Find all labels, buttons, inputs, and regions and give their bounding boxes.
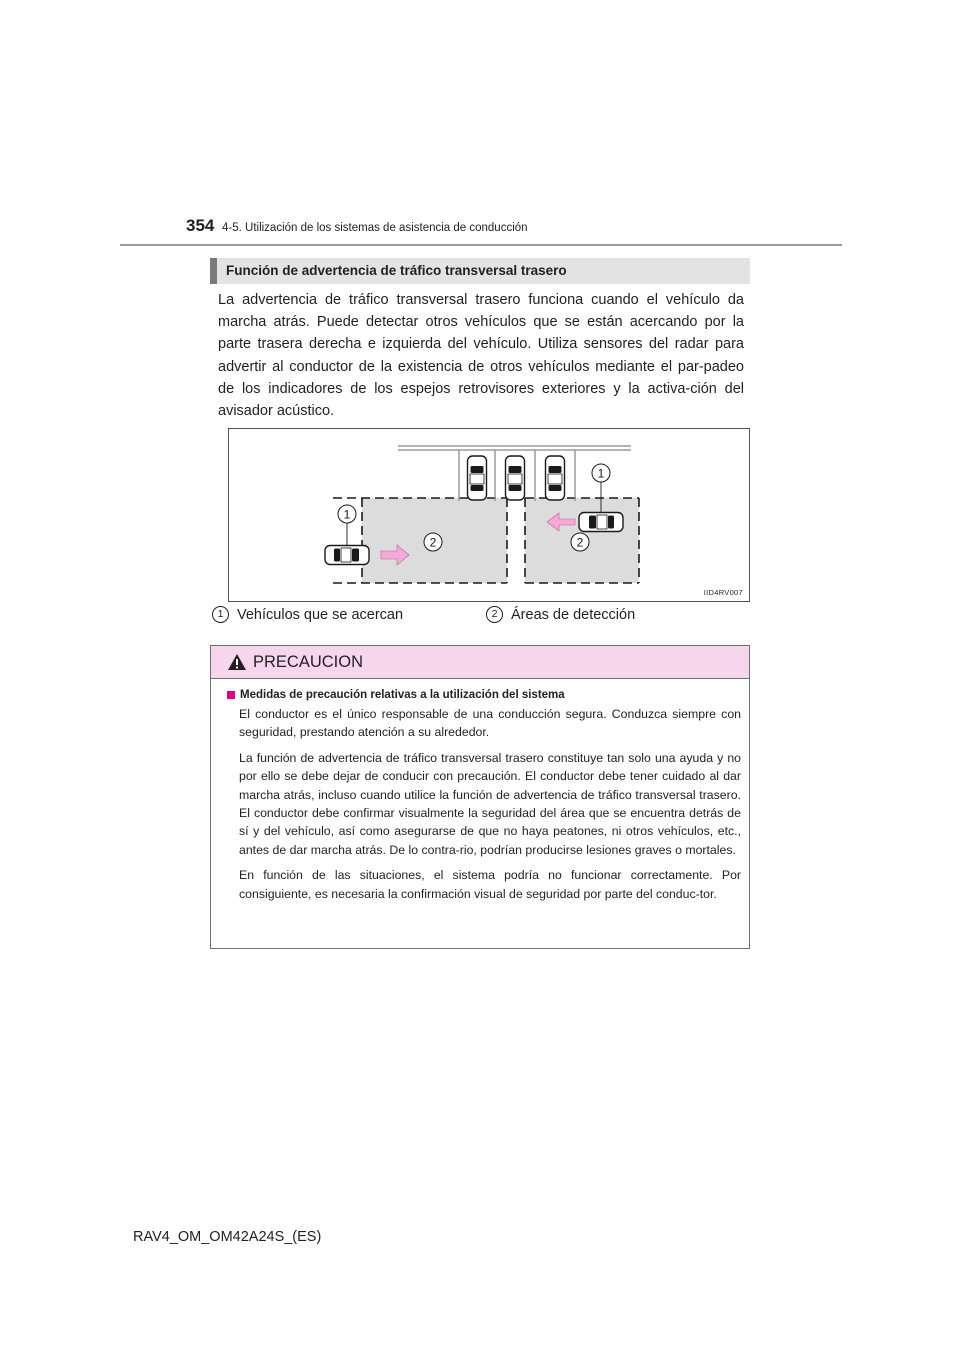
callout-1-right xyxy=(592,464,610,482)
intro-paragraph: La advertencia de tráfico transversal trasero funciona cuando el vehículo da marcha atrás. Puede detectar otros vehículos que se están acercando por la parte trasera derecha e izquierda del vehículo. Utiliza sensores del radar para advertir al conductor de la existencia de otros vehículos mediante el par-padeo de los indicadores de los espejos retrovisores exteriores y la activa-ción del avisador acústico. xyxy=(218,292,744,420)
caution-header xyxy=(211,646,749,679)
parking-diagram-svg xyxy=(229,429,749,601)
caution-paragraph-1: El conductor es el único responsable de una conducción segura. Conduzca siempre con seguridad, prestando atención a su alrededor. xyxy=(239,707,741,740)
parked-car-1 xyxy=(468,456,487,500)
caution-box xyxy=(210,645,750,949)
callout-2-right-label: 2 xyxy=(576,535,584,550)
caution-paragraph-3: En función de las situaciones, el sistema podría no funcionar correctamente. Por consiguiente, es necesaria la confirmación visual de seguridad por parte del conduc-tor. xyxy=(239,868,741,901)
footer-document-code: RAV4_OM_OM42A24S_(ES) xyxy=(133,1229,322,1245)
legend-text-1: Vehículos que se acercan xyxy=(237,606,404,623)
callout-2-left-label: 2 xyxy=(429,535,437,550)
legend-number-2: 2 xyxy=(486,606,503,623)
figure-code: IID4RV007 xyxy=(703,588,743,597)
caution-title: PRECAUCION xyxy=(253,652,364,671)
approaching-car-right xyxy=(579,513,623,532)
caution-paragraph-2: La función de advertencia de tráfico transversal trasero constituye tan solo una ayuda y no por ello se debe dejar de conducir con precaución. El conductor debe tener cuidado al dar marcha atrás, incluso cuando utilice la función de advertencia de tráfico transversal trasero. El conductor debe confirmar visualmente la seguridad del área que se encuentra detrás de sí y del vehículo, así como asegurarse de que no haya peatones, ni otros vehículos, etc., antes de dar marcha atrás. De lo contra-rio, podrían producirse lesiones graves o mortales. xyxy=(239,750,741,857)
caution-subheading-text: Medidas de precaución relativas a la utilización del sistema xyxy=(240,689,565,701)
callout-1-left xyxy=(338,505,356,523)
subheading: Función de advertencia de tráfico transversal trasero xyxy=(210,258,750,284)
page-number: 354 xyxy=(186,216,215,235)
approaching-car-left xyxy=(325,546,369,565)
legend-item-1 xyxy=(212,606,403,623)
caution-body xyxy=(211,679,749,903)
callout-1-right-label: 1 xyxy=(597,466,605,481)
legend-number-1: 1 xyxy=(212,606,229,623)
callout-2-right xyxy=(571,533,589,551)
callout-2-left xyxy=(424,533,442,551)
legend-item-2 xyxy=(486,606,635,623)
parked-car-3 xyxy=(546,456,565,500)
caution-subheading xyxy=(227,689,741,701)
warning-triangle-icon xyxy=(227,653,247,671)
section-title: 4-5. Utilización de los sistemas de asistencia de conducción xyxy=(222,222,528,234)
legend-text-2: Áreas de detección xyxy=(511,606,636,623)
square-bullet-icon xyxy=(227,691,235,699)
parking-diagram xyxy=(228,428,750,602)
reversing-car xyxy=(506,456,525,500)
header-rule xyxy=(120,244,842,246)
callout-1-left-label: 1 xyxy=(343,507,351,522)
